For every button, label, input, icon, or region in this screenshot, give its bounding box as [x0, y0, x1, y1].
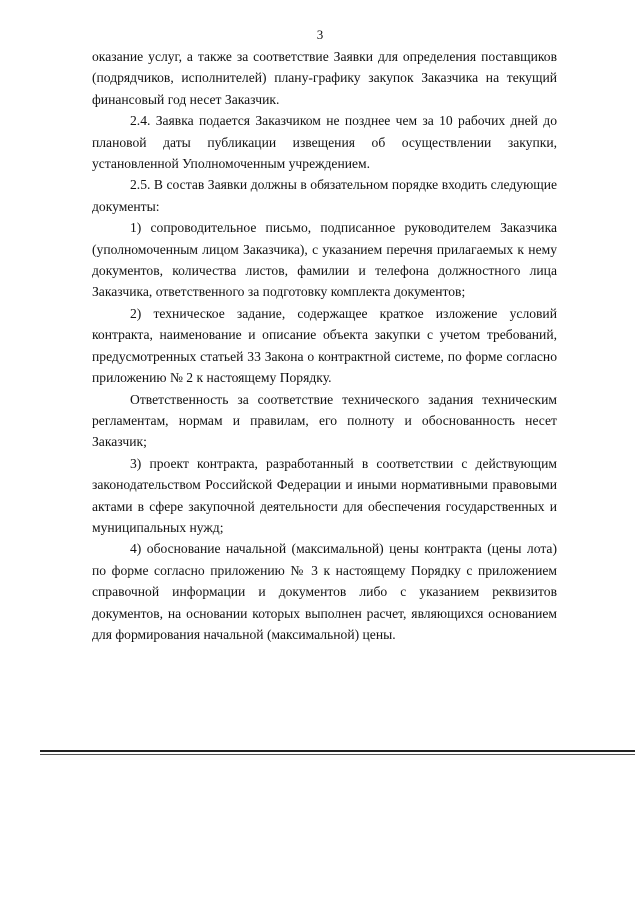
paragraph-2-5: 2.5. В состав Заявки должны в обязательном порядке входить следующие документы: [92, 177, 557, 214]
list-item-4: 4) обоснование начальной (максимальной) цены контракта (цены лота) по форме согласно приложению № 3 к настоящему Порядку с приложением справочной информации и документов либо с указанием реквизитов документов, на основании которых выполнен расчет, являющихся основанием для формирования начальной (максимальной) цены. [92, 541, 557, 642]
footer-rule-thin [40, 754, 635, 755]
responsibility-paragraph: Ответственность за соответствие технического задания техническим регламентам, нормам и правилам, его полноту и обоснованность несет Заказчик; [92, 391, 557, 450]
paragraph-2-4: 2.4. Заявка подается Заказчиком не позднее чем за 10 рабочих дней до плановой даты публикации извещения об осуществлении закупки, установленной Уполномоченным учреждением. [92, 113, 557, 172]
list-item-1: 1) сопроводительное письмо, подписанное руководителем Заказчика (уполномоченным лицом Заказчика), с указанием перечня прилагаемых к нему документов, количества листов, фамилии и телефона должностного лица Заказчика, ответственного за подготовку комплекта документов; [92, 220, 557, 300]
page-number: 3 [316, 27, 324, 42]
footer-rule [40, 750, 635, 752]
list-item-2: 2) техническое задание, содержащее краткое изложение условий контракта, наименование и описание объекта закупки с учетом требований, предусмотренных статьей 33 Закона о контрактной системе, по форме согласно приложению № 2 к настоящему Порядку. [92, 305, 557, 386]
document-body [92, 46, 557, 645]
paragraph-continuation: оказание услуг, а также за соответствие Заявки для определения поставщиков (подрядчиков, исполнителей) плану-графику закупок Заказчика на текущий финансовый год несет Заказчик. [92, 49, 557, 107]
list-item-3: 3) проект контракта, разработанный в соответствии с действующим законодательством Российской Федерации и иными нормативными правовыми актами в сфере закупочной деятельности для обеспечения государственных и муниципальных нужд; [92, 455, 557, 535]
